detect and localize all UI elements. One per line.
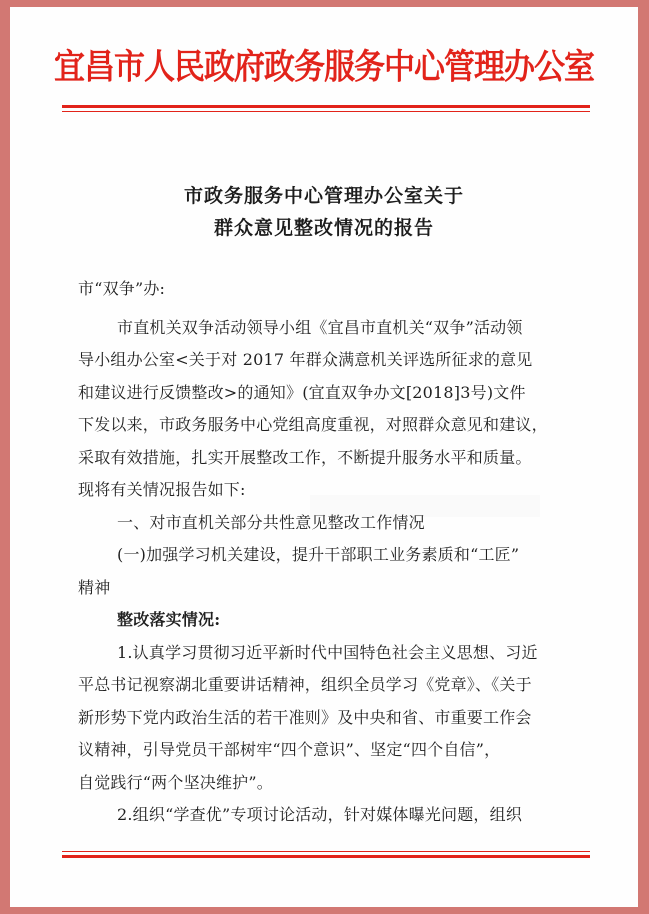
subsection-1-line-2: 精神 [78,578,111,597]
body-line: 和建议进行反馈整改>的通知》(宜直双争办文[2018]3号)文件 [78,383,526,402]
footer-rule-thin [62,851,590,852]
item-1-line: 自觉践行“两个坚决维护”。 [78,773,273,792]
letterhead-rule-thin [62,111,590,112]
subsection-1-line-1: (一)加强学习机关建设，提升干部职工业务素质和“工匠” [117,545,520,564]
body-line: 市直机关双争活动领导小组《宜昌市直机关“双争”活动领 [117,318,523,337]
section-1-heading: 一、对市直机关部分共性意见整改工作情况 [117,513,425,532]
body-line: 现将有关情况报告如下: [78,480,246,499]
document-title-line-1: 市政务服务中心管理办公室关于 [183,185,464,207]
item-1-line: 议精神，引导党员干部树牢“四个意识”、坚定“四个自信”， [78,740,501,759]
salutation: 市“双争”办: [78,279,166,298]
body-line: 采取有效措施，扎实开展整改工作，不断提升服务水平和质量。 [78,448,532,467]
implementation-label: 整改落实情况: [117,610,221,629]
item-1-line: 1.认真学习贯彻习近平新时代中国特色社会主义思想、习近 [117,643,538,662]
footer-rule-thick [62,855,590,858]
item-1-line: 新形势下党内政治生活的若干准则》及中央和省、市重要工作会 [78,708,532,727]
body-line: 下发以来，市政务服务中心党组高度重视，对照群众意见和建议， [78,415,548,434]
letterhead-rule-thick [62,105,590,108]
document-title-line-2: 群众意见整改情况的报告 [213,217,434,239]
item-1-line: 平总书记视察湖北重要讲话精神，组织全员学习《党章》、《关于 [78,675,532,694]
item-2-line: 2.组织“学查优”专项讨论活动，针对媒体曝光问题，组织 [117,805,523,824]
letterhead-org-name: 宜昌市人民政府政务服务中心管理办公室 [54,47,594,88]
body-line: 导小组办公室<关于对 2017 年群众满意机关评选所征求的意见 [78,350,533,369]
document-page [10,7,638,907]
